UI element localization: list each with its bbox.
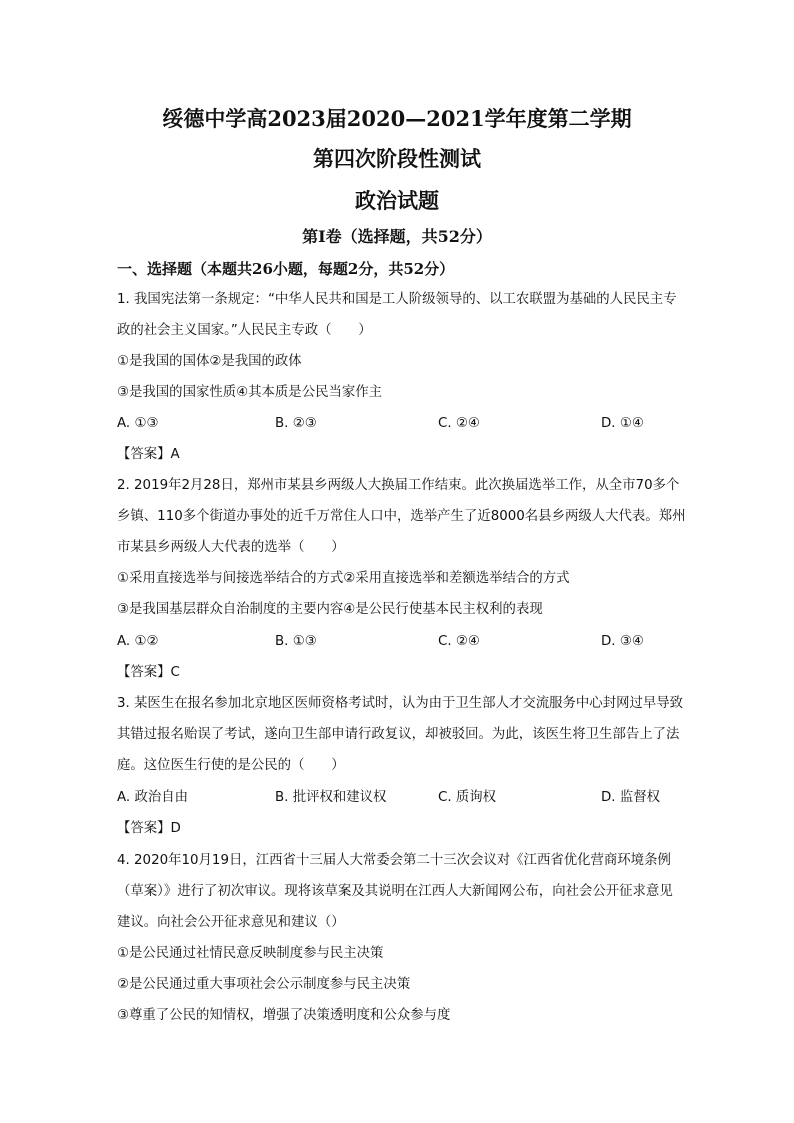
answer-3: 【答案】D [117, 821, 181, 836]
question-1-options [117, 408, 717, 439]
question-3 [117, 688, 697, 781]
question-line: ①是我国的国体②是我国的政体 [117, 354, 302, 369]
question-line: 建议。向社会公开征求意见和建议（） [117, 915, 345, 930]
section-heading: 一、选择题（本题共26小题，每题2分，共52分） [117, 260, 455, 278]
question-line: 乡镇、110多个街道办事处的近千万常住人口中，选举产生了近8000名县乡两级人大代表。郑州 [117, 509, 686, 524]
question-line: ③是我国的国家性质④其本质是公民当家作主 [117, 385, 383, 400]
option-c: C. 质询权 [438, 790, 497, 805]
question-line: 庭。这位医生行使的是公民的（ ） [117, 758, 345, 773]
exam-title: 绥德中学高2023届2020—2021学年度第二学期 [162, 106, 632, 131]
question-line: ②是公民通过重大事项社会公示制度参与民主决策 [117, 977, 411, 992]
question-line: ③是我国基层群众自治制度的主要内容④是公民行使基本民主权利的表现 [117, 602, 543, 617]
answer-1: 【答案】A [117, 447, 180, 462]
question-line: 市某县乡两级人大代表的选举（ ） [117, 540, 345, 555]
question-line: ①采用直接选举与间接选举结合的方式②采用直接选举和差额选举结合的方式 [117, 571, 570, 586]
subject-title: 政治试题 [355, 188, 439, 213]
question-2 [117, 470, 697, 625]
question-line: 3. 某医生在报名参加北京地区医师资格考试时，认为由于卫生部人才交流服务中心封网过早导致 [117, 696, 684, 711]
question-line: 政的社会主义国家。”人民民主专政（ ） [117, 323, 372, 338]
option-c: C. ②④ [438, 416, 480, 431]
question-line: ③尊重了公民的知情权，增强了决策透明度和公众参与度 [117, 1008, 451, 1023]
question-line: （草案）》进行了初次审议。现将该草案及其说明在江西人大新闻网公布，向社会公开征求意见 [117, 884, 673, 899]
question-4 [117, 845, 697, 1031]
question-line: 4. 2020年10月19日，江西省十三届人大常委会第二十三次会议对《江西省优化营商环境条例 [117, 853, 671, 868]
volume-heading: 第Ⅰ卷（选择题，共52分） [302, 227, 492, 246]
question-line: 其错过报名贻误了考试，遂向卫生部申请行政复议，却被驳回。为此，该医生将卫生部告上了法 [117, 727, 680, 742]
answer-2: 【答案】C [117, 665, 180, 680]
option-a: A. 政治自由 [117, 790, 188, 805]
option-c: C. ②④ [438, 634, 480, 649]
option-b: B. 批评权和建议权 [275, 790, 387, 805]
question-3-options [117, 782, 717, 813]
option-d: D. 监督权 [601, 790, 660, 805]
option-a: A. ①② [117, 634, 159, 649]
exam-subtitle: 第四次阶段性测试 [313, 146, 481, 171]
option-a: A. ①③ [117, 416, 159, 431]
question-line: 1. 我国宪法第一条规定：“中华人民共和国是工人阶级领导的、以工农联盟为基础的人民民主专 [117, 292, 677, 307]
question-line: 2. 2019年2月28日，郑州市某县乡两级人大换届工作结束。此次换届选举工作，从全市70多个 [117, 478, 680, 493]
question-1 [117, 284, 697, 408]
option-b: B. ①③ [275, 634, 317, 649]
question-line: ①是公民通过社情民意反映制度参与民主决策 [117, 946, 384, 961]
option-d: D. ①④ [601, 416, 644, 431]
option-b: B. ②③ [275, 416, 317, 431]
question-2-options [117, 626, 717, 657]
option-d: D. ③④ [601, 634, 644, 649]
